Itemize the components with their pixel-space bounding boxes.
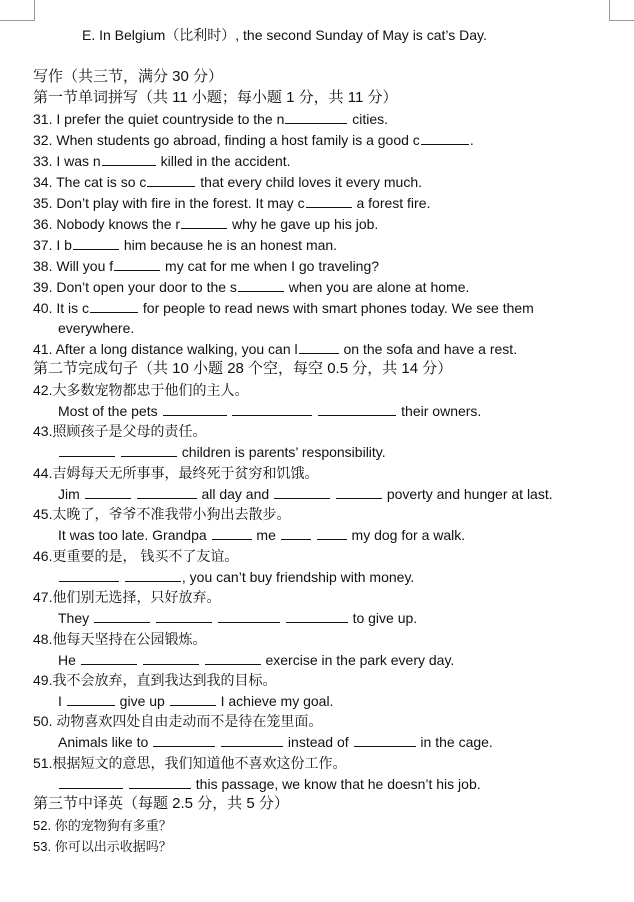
question-51-en — [58, 775, 594, 793]
question-47-en — [58, 609, 594, 627]
question-40-continuation: everywhere. — [58, 320, 135, 336]
question-50-cn — [33, 712, 594, 730]
english-text: instead of — [284, 734, 353, 750]
chinese-sentence: 他们别无选择，只好放弃。 — [52, 589, 221, 605]
blank[interactable] — [125, 568, 181, 582]
question-43-en — [58, 443, 594, 461]
section3-heading: 第三节中译英（每题 2.5 分，共 5 分） — [33, 795, 289, 812]
question-text: When students go abroad, finding a host family is a good c — [56, 132, 420, 148]
chinese-sentence: 他每天坚持在公园锻炼。 — [52, 631, 207, 647]
chinese-sentence: 我不会放弃，直到我达到我的目标。 — [52, 672, 277, 688]
crop-mark-top-right — [609, 0, 634, 21]
question-46-cn — [33, 547, 594, 565]
question-number: 53. — [33, 839, 52, 854]
blank[interactable] — [114, 257, 160, 271]
question-number: 46. — [33, 548, 53, 564]
blank[interactable] — [129, 775, 191, 789]
question-text: The cat is so c — [56, 174, 147, 190]
blank[interactable] — [205, 651, 261, 665]
blank[interactable] — [147, 173, 195, 187]
blank[interactable] — [354, 733, 416, 747]
question-text: why he gave up his job. — [228, 216, 379, 232]
english-text: They — [58, 610, 94, 626]
option-e: E. In Belgium（比利时）, the second Sunday of May is cat’s Day. — [82, 27, 487, 43]
question-text: a forest fire. — [352, 195, 431, 211]
question-number: 31. — [33, 111, 53, 127]
question-text: It is c — [56, 300, 90, 316]
question-52 — [33, 817, 594, 835]
question-text: . — [469, 132, 474, 148]
blank[interactable] — [81, 651, 137, 665]
blank[interactable] — [221, 733, 283, 747]
english-text: I achieve my goal. — [216, 693, 334, 709]
english-text: all day and — [197, 486, 274, 502]
question-number: 38. — [33, 258, 53, 274]
blank[interactable] — [67, 692, 115, 706]
question-number: 35. — [33, 195, 53, 211]
question-36 — [33, 215, 594, 233]
blank[interactable] — [285, 110, 347, 124]
question-number: 50. — [33, 713, 53, 729]
question-33 — [33, 152, 594, 170]
blank[interactable] — [238, 278, 284, 292]
blank[interactable] — [318, 402, 396, 416]
blank[interactable] — [102, 152, 156, 166]
blank[interactable] — [156, 609, 212, 623]
chinese-sentence: 吉姆每天无所事事，最终死于贫穷和饥饿。 — [52, 465, 319, 481]
question-43-cn — [33, 422, 594, 440]
question-text: on the sofa and have a rest. — [339, 341, 518, 357]
question-text: my cat for me when I go traveling? — [161, 258, 380, 274]
question-number: 33. — [33, 153, 53, 169]
question-number: 41. — [33, 341, 53, 357]
question-42-en — [58, 402, 594, 420]
question-text: Don’t open your door to the s — [56, 279, 237, 295]
blank[interactable] — [274, 485, 330, 499]
english-text: I — [58, 693, 66, 709]
question-49-cn — [33, 671, 594, 689]
question-47-cn — [33, 588, 594, 606]
chinese-sentence: 大多数宠物都忠于他们的主人。 — [52, 382, 249, 398]
english-text: He — [58, 652, 80, 668]
blank[interactable] — [143, 651, 199, 665]
blank[interactable] — [137, 485, 197, 499]
question-number: 49. — [33, 672, 53, 688]
question-40 — [33, 299, 594, 317]
blank[interactable] — [59, 443, 115, 457]
question-37 — [33, 236, 594, 254]
question-31 — [33, 110, 594, 128]
question-text: that every child loves it every much. — [196, 174, 423, 190]
question-48-cn — [33, 630, 594, 648]
question-number: 37. — [33, 237, 53, 253]
english-text: Jim — [58, 486, 84, 502]
question-text: Will you f — [56, 258, 114, 274]
question-text: him because he is an honest man. — [119, 237, 338, 253]
question-number: 52. — [33, 818, 52, 833]
english-text: give up — [115, 693, 169, 709]
question-text: killed in the accident. — [156, 153, 291, 169]
chinese-sentence: 照顾孩子是父母的责任。 — [52, 423, 207, 439]
blank[interactable] — [336, 485, 382, 499]
question-number: 36. — [33, 216, 53, 232]
question-42-cn — [33, 381, 594, 399]
question-35 — [33, 194, 594, 212]
question-39 — [33, 278, 594, 296]
blank[interactable] — [163, 402, 227, 416]
question-text: Don’t play with fire in the forest. It may c — [56, 195, 305, 211]
blank[interactable] — [73, 236, 119, 250]
blank[interactable] — [94, 609, 150, 623]
question-50-en — [58, 733, 594, 751]
crop-mark-top-left — [0, 0, 35, 21]
question-text: After a long distance walking, you can l — [55, 341, 298, 357]
chinese-sentence: 动物喜欢四处自由走动而不是待在笼里面。 — [52, 713, 323, 729]
question-number: 51. — [33, 755, 53, 771]
blank[interactable] — [181, 215, 227, 229]
english-text: Most of the pets — [58, 403, 162, 419]
question-number: 32. — [33, 132, 53, 148]
english-text: It was too late. Grandpa — [58, 527, 211, 543]
question-41 — [33, 340, 594, 358]
blank[interactable] — [121, 443, 177, 457]
question-number: 47. — [33, 589, 53, 605]
english-text: this passage, we know that he doesn’t his job. — [191, 776, 481, 792]
english-text: exercise in the park every day. — [261, 652, 455, 668]
question-text: I prefer the quiet countryside to the n — [56, 111, 285, 127]
chinese-sentence: 根据短文的意思，我们知道他不喜欢这份工作。 — [52, 755, 347, 771]
question-45-en — [58, 526, 594, 544]
question-44-cn — [33, 464, 594, 482]
english-text: to give up. — [348, 610, 418, 626]
blank[interactable] — [59, 568, 119, 582]
question-number: 39. — [33, 279, 53, 295]
english-text: my dog for a walk. — [347, 527, 466, 543]
blank[interactable] — [218, 609, 280, 623]
english-text: me — [252, 527, 280, 543]
blank[interactable] — [59, 775, 123, 789]
blank[interactable] — [90, 299, 138, 313]
question-49-en — [58, 692, 594, 710]
blank[interactable] — [299, 340, 339, 354]
blank[interactable] — [85, 485, 131, 499]
question-text: when you are alone at home. — [284, 279, 470, 295]
blank[interactable] — [232, 402, 312, 416]
question-text: I was n — [56, 153, 101, 169]
question-32 — [33, 131, 594, 149]
question-text: I b — [56, 237, 72, 253]
blank[interactable] — [306, 194, 352, 208]
english-text: their owners. — [397, 403, 482, 419]
question-number: 34. — [33, 174, 53, 190]
english-text: poverty and hunger at last. — [382, 486, 553, 502]
blank[interactable] — [317, 526, 347, 540]
blank[interactable] — [153, 733, 215, 747]
chinese-sentence: 更重要的是， 钱买不了友谊。 — [52, 548, 239, 564]
question-48-en — [58, 651, 594, 669]
english-text: in the cage. — [416, 734, 493, 750]
english-text: , you can’t buy friendship with money. — [181, 569, 415, 585]
writing-heading: 写作（共三节，满分 30 分） — [33, 68, 224, 85]
question-number: 42. — [33, 382, 53, 398]
blank[interactable] — [421, 131, 469, 145]
section2-heading: 第二节完成句子（共 10 小题 28 个空，每空 0.5 分，共 14 分） — [33, 360, 453, 377]
question-text: for people to read news with smart phones today. We see them — [139, 300, 534, 316]
question-number: 45. — [33, 506, 53, 522]
question-45-cn — [33, 505, 594, 523]
blank[interactable] — [212, 526, 252, 540]
question-34 — [33, 173, 594, 191]
question-text: cities. — [348, 111, 389, 127]
chinese-sentence: 你可以出示收据吗？ — [54, 839, 172, 854]
blank[interactable] — [170, 692, 216, 706]
chinese-sentence: 太晚了，爷爷不准我带小狗出去散步。 — [52, 506, 291, 522]
question-46-en — [58, 568, 594, 586]
question-44-en — [58, 485, 594, 503]
blank[interactable] — [286, 609, 348, 623]
question-51-cn — [33, 754, 594, 772]
question-53 — [33, 838, 594, 856]
question-number: 43. — [33, 423, 53, 439]
question-38 — [33, 257, 594, 275]
english-text: children is parents’ responsibility. — [177, 444, 386, 460]
english-text: Animals like to — [58, 734, 153, 750]
question-number: 40. — [33, 300, 53, 316]
question-number: 44. — [33, 465, 53, 481]
question-text: Nobody knows the r — [56, 216, 181, 232]
chinese-sentence: 你的宠物狗有多重？ — [54, 818, 172, 833]
question-number: 48. — [33, 631, 53, 647]
section1-heading: 第一节单词拼写（共 11 小题；每小题 1 分，共 11 分） — [33, 89, 398, 106]
blank[interactable] — [281, 526, 311, 540]
